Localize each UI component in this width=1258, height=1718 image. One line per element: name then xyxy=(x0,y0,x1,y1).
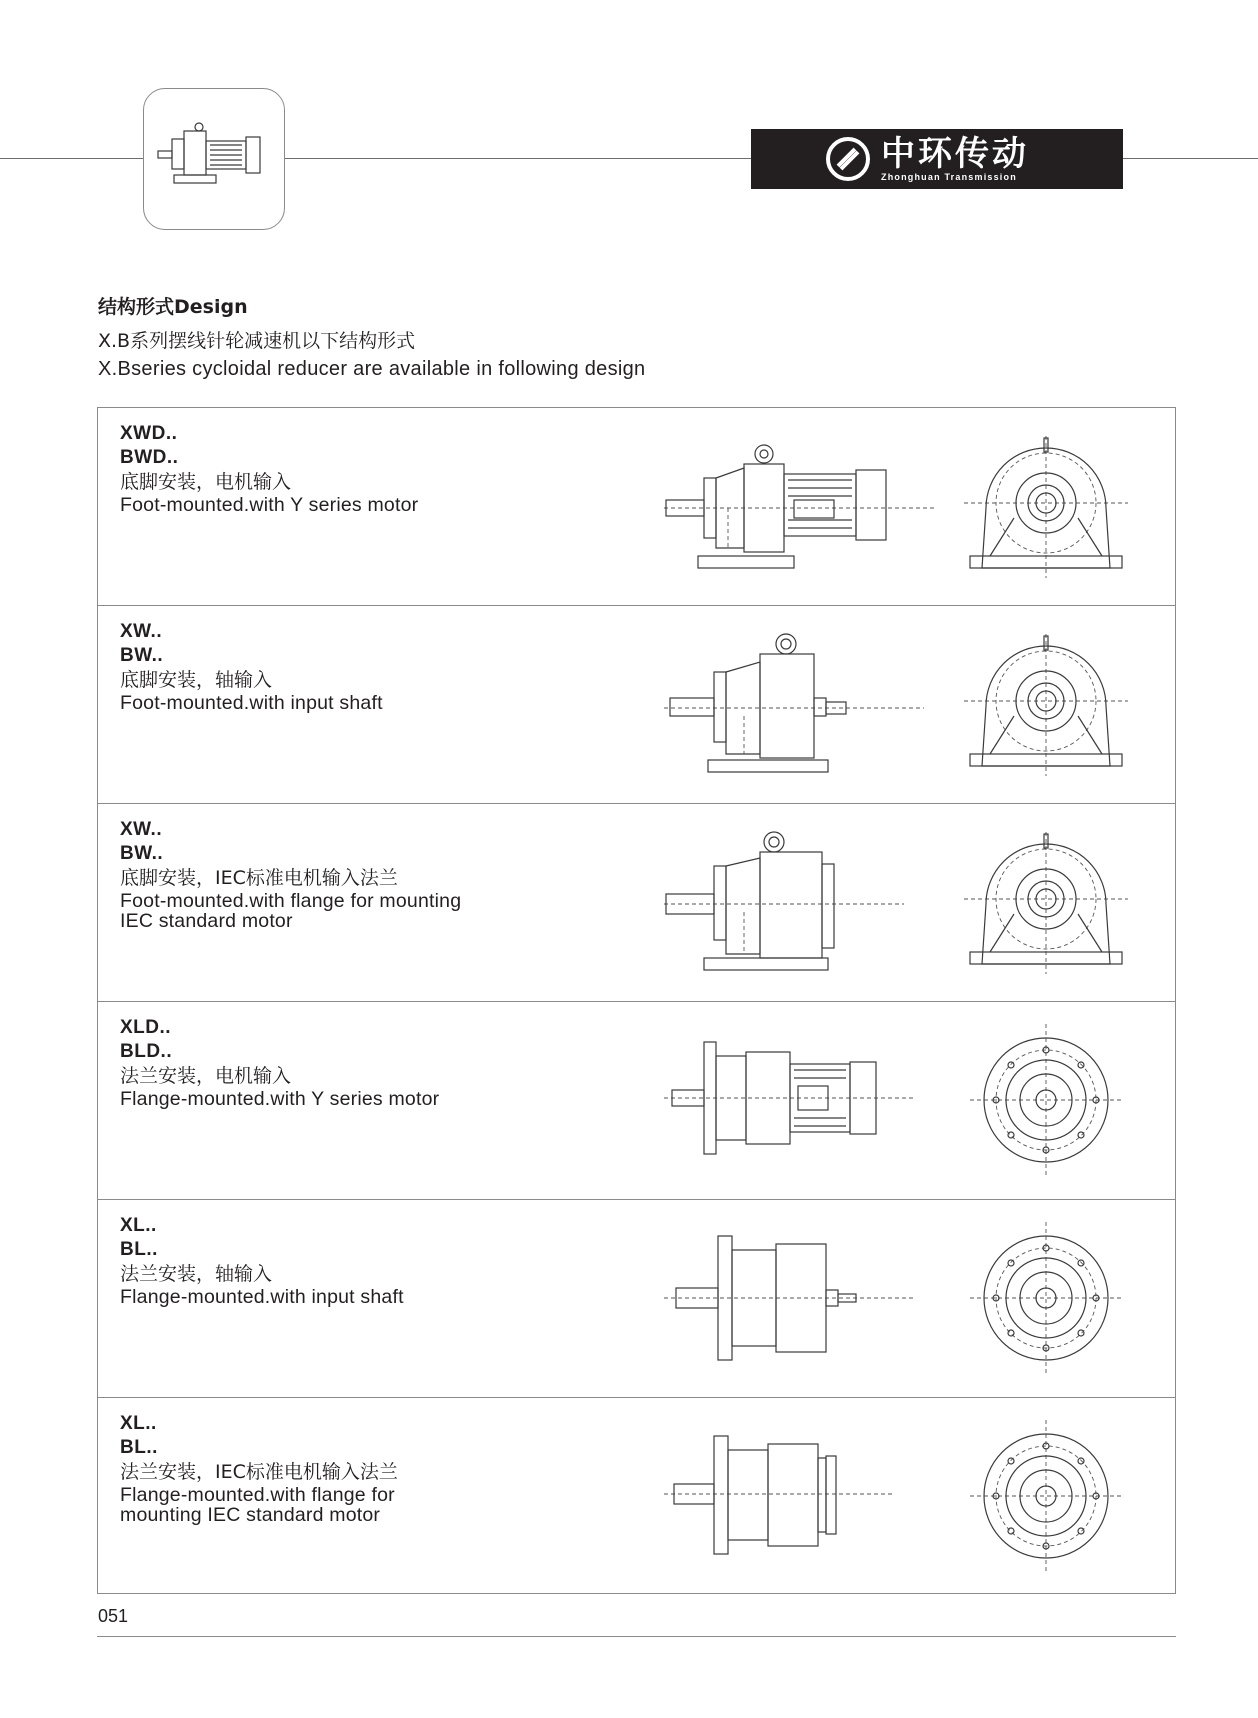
front-view-foot xyxy=(946,408,1146,606)
front-view-foot xyxy=(946,804,1146,1002)
design-code: XW.. xyxy=(120,621,163,642)
intro-cn: X.B系列摆线针轮减速机以下结构形式 xyxy=(98,330,416,352)
side-view-flange-motor xyxy=(664,1002,944,1200)
design-desc-en: Foot-mounted.with input shaft xyxy=(120,692,383,714)
design-code-alt: BL.. xyxy=(120,1437,158,1458)
front-view-flange xyxy=(946,1200,1146,1398)
design-code: XL.. xyxy=(120,1215,157,1236)
design-table xyxy=(97,407,1176,1594)
design-desc-cn: 底脚安装，IEC标准电机输入法兰 xyxy=(120,867,398,889)
design-code-alt: BW.. xyxy=(120,843,164,864)
page-number: 051 xyxy=(98,1606,129,1626)
side-view-foot-flange xyxy=(664,804,944,1002)
design-code-alt: BLD.. xyxy=(120,1041,173,1062)
brand-name-en: Zhonghuan Transmission xyxy=(881,172,1017,182)
design-row-xl-shaft xyxy=(98,1200,1175,1398)
design-desc-en: Foot-mounted.with flange for mounting IEC standard motor xyxy=(120,890,462,932)
front-view-flange xyxy=(946,1398,1146,1596)
design-code: XW.. xyxy=(120,819,163,840)
design-desc-cn: 底脚安装，轴输入 xyxy=(120,669,273,691)
design-desc-cn: 法兰安装，电机输入 xyxy=(120,1065,292,1087)
design-desc-en: Flange-mounted.with input shaft xyxy=(120,1286,404,1308)
footer-rule xyxy=(97,1636,1176,1637)
brand-logo xyxy=(751,129,1123,189)
design-code: XLD.. xyxy=(120,1017,172,1038)
front-view-flange xyxy=(946,1002,1146,1200)
reducer-thumbnail-icon xyxy=(144,89,284,229)
design-row-xwd xyxy=(98,408,1175,606)
side-view-flange-flange xyxy=(664,1398,944,1596)
design-row-xw-flange xyxy=(98,804,1175,1002)
design-code-alt: BL.. xyxy=(120,1239,158,1260)
design-code: XWD.. xyxy=(120,423,178,444)
front-view-foot xyxy=(946,606,1146,804)
design-code-alt: BWD.. xyxy=(120,447,179,468)
brand-mark-icon xyxy=(825,136,871,182)
design-row-xld xyxy=(98,1002,1175,1200)
section-heading: 结构形式Design xyxy=(98,296,248,318)
design-desc-en: Flange-mounted.with Y series motor xyxy=(120,1088,440,1110)
design-row-xl-flange xyxy=(98,1398,1175,1596)
design-code-alt: BW.. xyxy=(120,645,164,666)
brand-name-cn: 中环传动 xyxy=(881,134,1029,174)
side-view-foot-motor xyxy=(664,408,944,606)
design-row-xw-shaft xyxy=(98,606,1175,804)
design-code: XL.. xyxy=(120,1413,157,1434)
reducer-thumbnail xyxy=(143,88,285,230)
design-desc-cn: 法兰安装，IEC标准电机输入法兰 xyxy=(120,1461,398,1483)
design-desc-cn: 法兰安装，轴输入 xyxy=(120,1263,273,1285)
intro-en: X.Bseries cycloidal reducer are available in following design xyxy=(98,358,646,380)
design-desc-en: Flange-mounted.with flange for mounting IEC standard motor xyxy=(120,1484,395,1526)
side-view-foot-shaft xyxy=(664,606,944,804)
design-desc-cn: 底脚安装，电机输入 xyxy=(120,471,292,493)
design-desc-en: Foot-mounted.with Y series motor xyxy=(120,494,419,516)
side-view-flange-shaft xyxy=(664,1200,944,1398)
